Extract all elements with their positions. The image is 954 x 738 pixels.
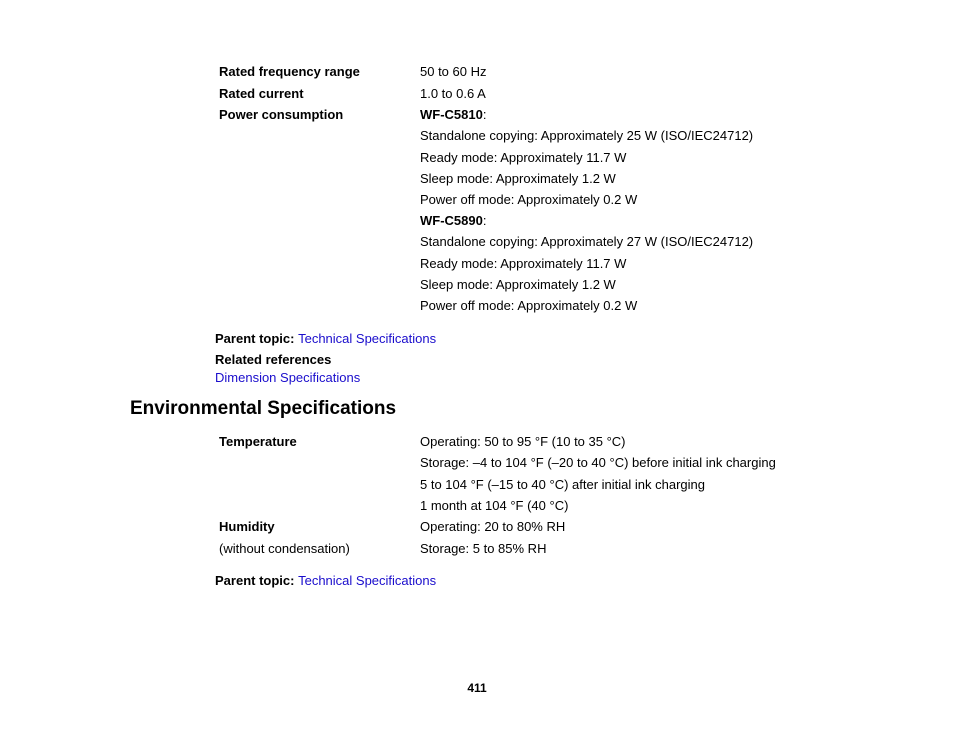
power-line: Sleep mode: Approximately 1.2 W: [420, 171, 616, 186]
rated-current-label: Rated current: [219, 86, 304, 101]
temperature-line: Storage: –4 to 104 °F (–20 to 40 °C) before initial ink charging: [420, 455, 776, 470]
power-line: Sleep mode: Approximately 1.2 W: [420, 277, 616, 292]
dimension-specifications-link[interactable]: Dimension Specifications: [215, 370, 361, 385]
power-line: Power off mode: Approximately 0.2 W: [420, 298, 638, 313]
power-line: Ready mode: Approximately 11.7 W: [420, 256, 627, 271]
rated-current-value: 1.0 to 0.6 A: [420, 86, 486, 101]
humidity-line: Storage: 5 to 85% RH: [420, 541, 547, 556]
power-line: Ready mode: Approximately 11.7 W: [420, 150, 627, 165]
rated-frequency-label: Rated frequency range: [219, 64, 360, 79]
technical-specifications-link[interactable]: Technical Specifications: [298, 331, 437, 346]
parent-topic-label: Parent topic:: [215, 331, 295, 346]
power-line: Standalone copying: Approximately 27 W (ISO/IEC24712): [420, 234, 754, 249]
humidity-sublabel: (without condensation): [219, 541, 350, 556]
rated-frequency-value: 50 to 60 Hz: [420, 64, 487, 79]
temperature-line: Operating: 50 to 95 °F (10 to 35 °C): [420, 434, 626, 449]
model-heading-wf-c5810: WF-C5810:: [420, 107, 487, 122]
technical-specifications-link[interactable]: Technical Specifications: [298, 573, 437, 588]
model-name: WF-C5810: [420, 107, 483, 122]
related-references-label: Related references: [215, 352, 332, 367]
parent-topic: [215, 331, 436, 347]
section-heading: Environmental Specifications: [130, 398, 397, 419]
model-name: WF-C5890: [420, 213, 483, 228]
humidity-line: Operating: 20 to 80% RH: [420, 519, 566, 534]
parent-topic-label: Parent topic:: [215, 573, 295, 588]
power-line: Standalone copying: Approximately 25 W (ISO/IEC24712): [420, 128, 754, 143]
power-line: Power off mode: Approximately 0.2 W: [420, 192, 638, 207]
parent-topic: [215, 573, 436, 589]
power-consumption-label: Power consumption: [219, 107, 344, 122]
related-references: [215, 370, 360, 386]
temperature-line: 5 to 104 °F (–15 to 40 °C) after initial ink charging: [420, 477, 705, 492]
model-heading-wf-c5890: WF-C5890:: [420, 213, 487, 228]
humidity-label: Humidity: [219, 519, 275, 534]
page-number: 411: [467, 681, 487, 695]
temperature-label: Temperature: [219, 434, 297, 449]
temperature-line: 1 month at 104 °F (40 °C): [420, 498, 569, 513]
